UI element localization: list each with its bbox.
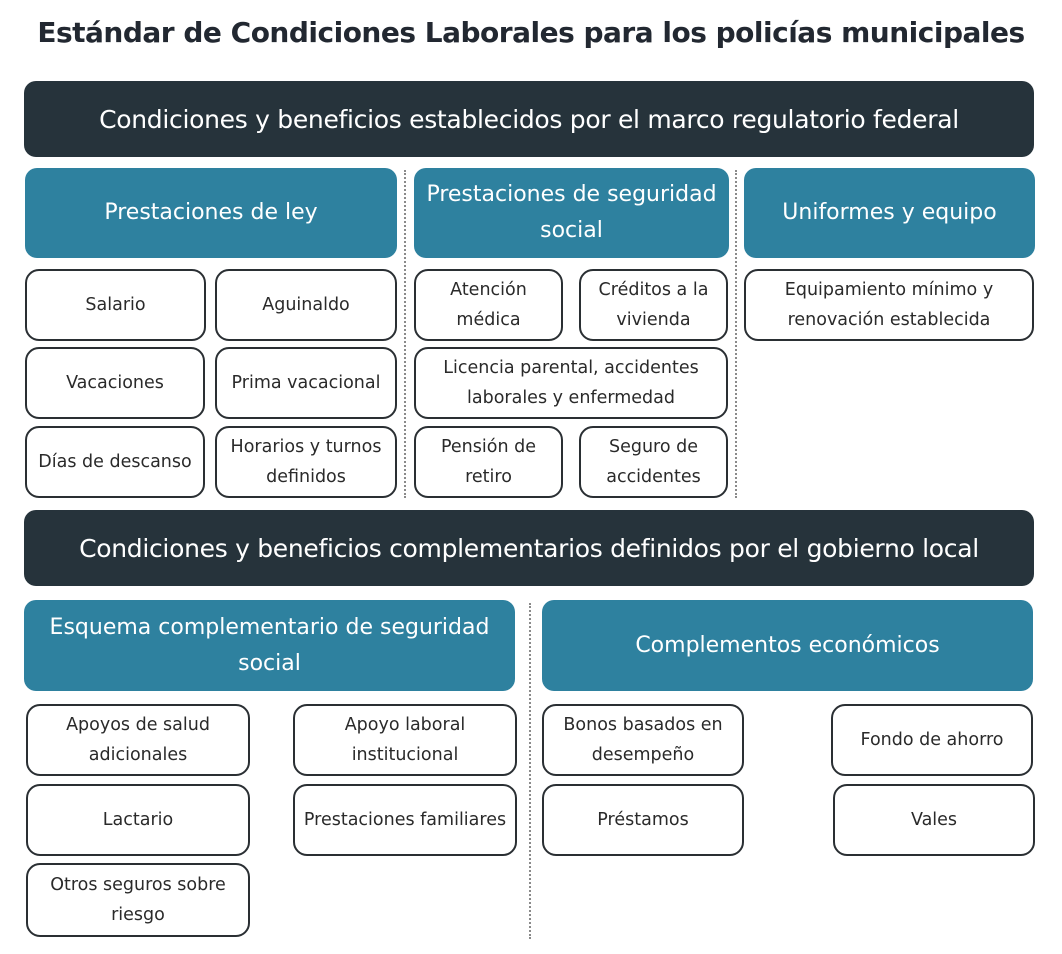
item-vacaciones: Vacaciones <box>25 347 205 419</box>
item-pension-retiro: Pensión de retiro <box>414 426 563 498</box>
category-esquema-complementario: Esquema complementario de seguridad social <box>24 600 515 691</box>
diagram-title: Estándar de Condiciones Laborales para los policías municipales <box>37 16 1025 49</box>
category-complementos-economicos: Complementos económicos <box>542 600 1033 691</box>
federal-banner: Condiciones y beneficios establecidos por el marco regulatorio federal <box>24 81 1034 157</box>
item-equipamiento: Equipamiento mínimo y renovación establecida <box>744 269 1034 341</box>
category-prestaciones-de-ley: Prestaciones de ley <box>25 168 397 258</box>
item-vales: Vales <box>833 784 1035 856</box>
item-prestaciones-familiares: Prestaciones familiares <box>293 784 517 856</box>
item-prestamos: Préstamos <box>542 784 744 856</box>
column-divider <box>404 170 406 498</box>
item-apoyo-laboral: Apoyo laboral institucional <box>293 704 517 776</box>
item-bonos-desempeno: Bonos basados en desempeño <box>542 704 744 776</box>
column-divider <box>735 170 737 498</box>
item-prima-vacacional: Prima vacacional <box>215 347 397 419</box>
item-apoyos-salud: Apoyos de salud adicionales <box>26 704 250 776</box>
item-horarios-turnos: Horarios y turnos definidos <box>215 426 397 498</box>
local-banner: Condiciones y beneficios complementarios definidos por el gobierno local <box>24 510 1034 586</box>
item-lactario: Lactario <box>26 784 250 856</box>
item-creditos-vivienda: Créditos a la vivienda <box>579 269 728 341</box>
category-uniformes-equipo: Uniformes y equipo <box>744 168 1035 258</box>
item-atencion-medica: Atención médica <box>414 269 563 341</box>
item-aguinaldo: Aguinaldo <box>215 269 397 341</box>
item-seguro-accidentes: Seguro de accidentes <box>579 426 728 498</box>
item-licencia-parental: Licencia parental, accidentes laborales y enfermedad <box>414 347 728 419</box>
column-divider <box>529 603 531 939</box>
item-otros-seguros: Otros seguros sobre riesgo <box>26 863 250 937</box>
item-salario: Salario <box>25 269 206 341</box>
item-fondo-ahorro: Fondo de ahorro <box>831 704 1033 776</box>
category-seguridad-social: Prestaciones de seguridad social <box>414 168 729 258</box>
item-dias-de-descanso: Días de descanso <box>25 426 205 498</box>
